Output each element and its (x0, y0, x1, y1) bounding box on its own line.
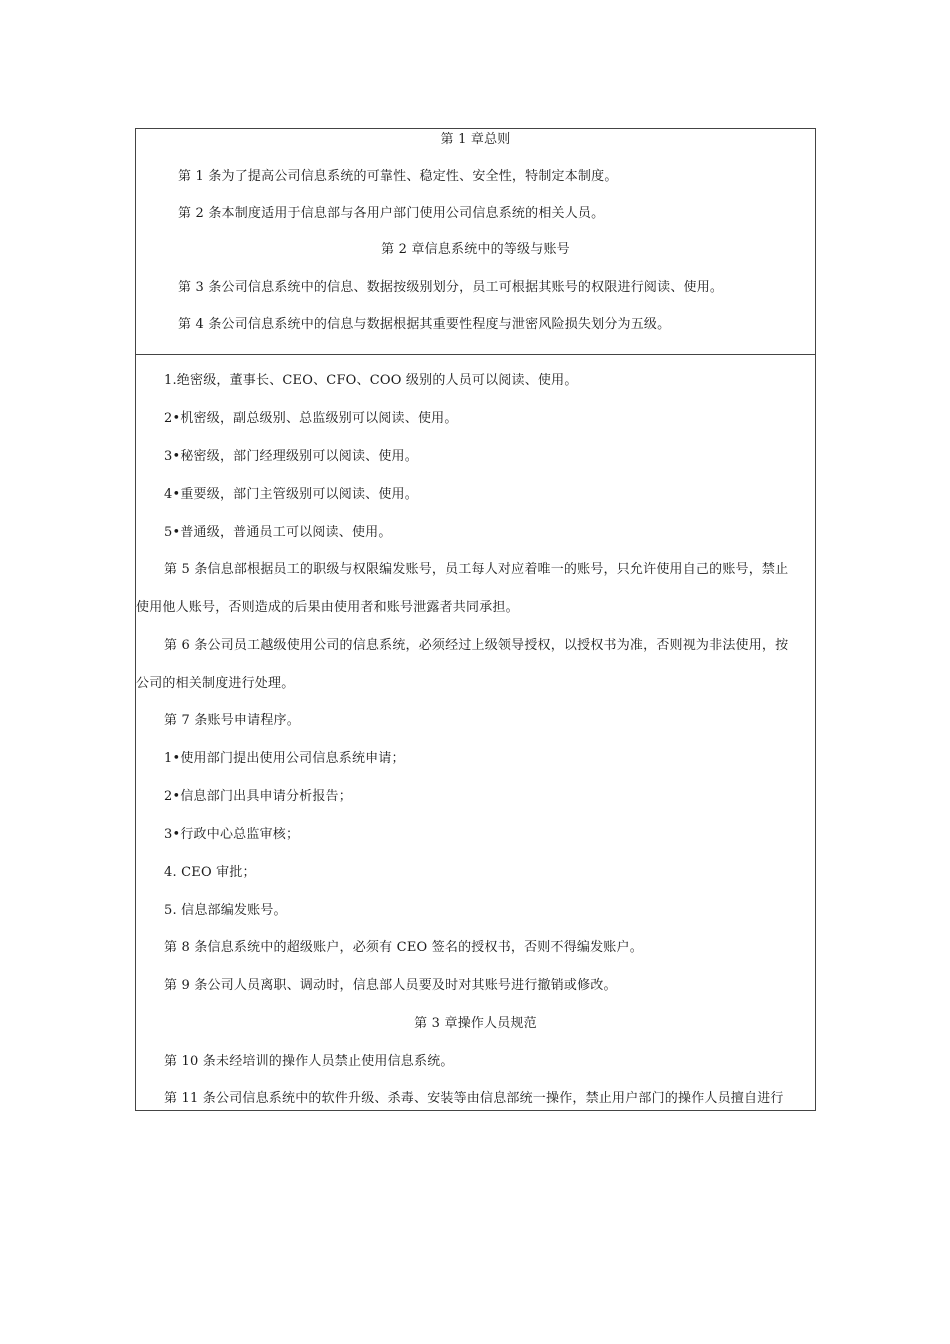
article-6-line-2: 公司的相关制度进行处理。 (136, 676, 295, 691)
article-9: 第 9 条公司人员离职、调动时，信息部人员要及时对其账号进行撤销或修改。 (164, 978, 617, 993)
article-11: 第 11 条公司信息系统中的软件升级、杀毒、安装等由信息部统一操作，禁止用户部门的操作人员擅自进行 (164, 1091, 784, 1106)
chapter-1-heading: 第 1 章总则 (440, 132, 511, 147)
article-5-line-2: 使用他人账号，否则造成的后果由使用者和账号泄露者共同承担。 (136, 600, 519, 615)
article-5-line-1: 第 5 条信息部根据员工的职级与权限编发账号，员工每人对应着唯一的账号，只允许使用自己的账号，禁止 (164, 562, 789, 577)
article-1: 第 1 条为了提高公司信息系统的可靠性、稳定性、安全性，特制定本制度。 (178, 169, 618, 184)
procedure-step-4: 4. CEO 审批； (164, 865, 256, 880)
article-2: 第 2 条本制度适用于信息部与各用户部门使用公司信息系统的相关人员。 (178, 206, 605, 221)
level-3-item: 3•秘密级，部门经理级别可以阅读、使用。 (164, 449, 418, 464)
level-1-item: 1.绝密级，董事长、CEO、CFO、COO 级别的人员可以阅读、使用。 (164, 373, 578, 388)
document-frame-main (135, 354, 816, 1111)
chapter-2-heading: 第 2 章信息系统中的等级与账号 (381, 242, 570, 257)
procedure-step-3: 3•行政中心总监审核； (164, 827, 300, 842)
level-2-item: 2•机密级，副总级别、总监级别可以阅读、使用。 (164, 411, 458, 426)
article-4: 第 4 条公司信息系统中的信息与数据根据其重要性程度与泄密风险损失划分为五级。 (178, 317, 671, 332)
article-6-line-1: 第 6 条公司员工越级使用公司的信息系统，必须经过上级领导授权，以授权书为准，否则视为非法使用，按 (164, 638, 789, 653)
document-frame-top (135, 128, 816, 355)
level-4-item: 4•重要级，部门主管级别可以阅读、使用。 (164, 487, 418, 502)
article-10: 第 10 条未经培训的操作人员禁止使用信息系统。 (164, 1054, 454, 1069)
article-3: 第 3 条公司信息系统中的信息、数据按级别划分，员工可根据其账号的权限进行阅读、使用。 (178, 280, 724, 295)
procedure-step-5: 5. 信息部编发账号。 (164, 903, 287, 918)
procedure-step-2: 2•信息部门出具申请分析报告； (164, 789, 352, 804)
article-8: 第 8 条信息系统中的超级账户，必须有 CEO 签名的授权书，否则不得编发账户。 (164, 940, 643, 955)
chapter-3-heading: 第 3 章操作人员规范 (414, 1016, 537, 1031)
procedure-step-1: 1•使用部门提出使用公司信息系统申请； (164, 751, 405, 766)
level-5-item: 5•普通级，普通员工可以阅读、使用。 (164, 525, 392, 540)
article-7: 第 7 条账号申请程序。 (164, 713, 300, 728)
